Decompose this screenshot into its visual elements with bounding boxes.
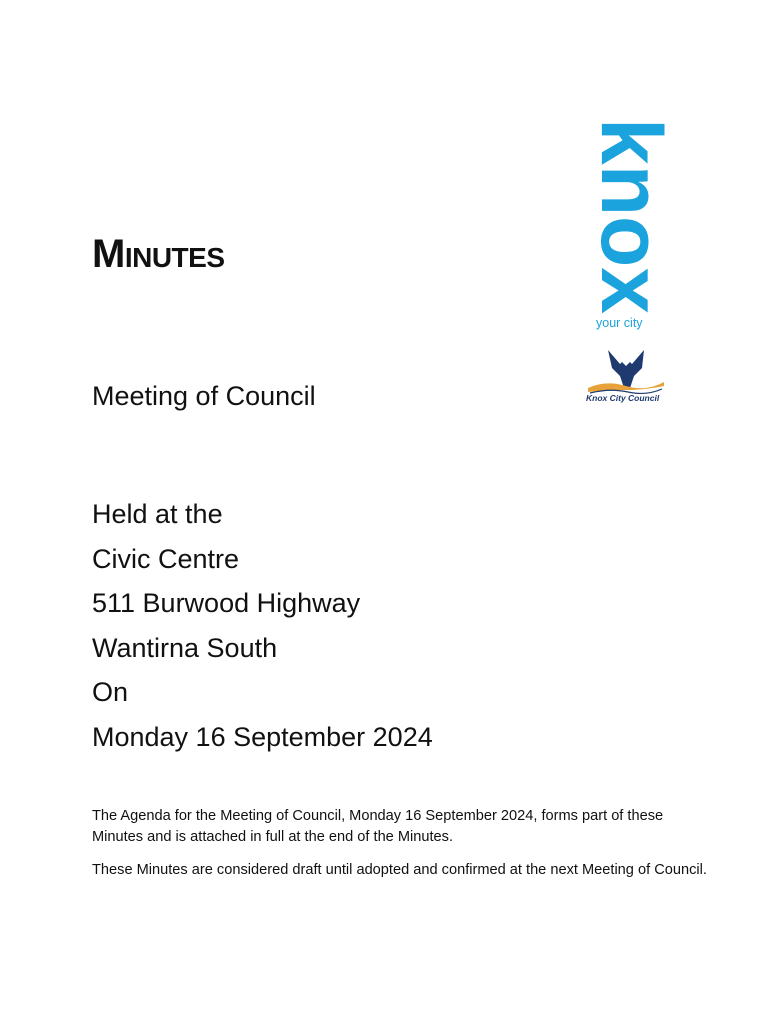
knox-wordmark-logo [583, 118, 679, 319]
agenda-note: The Agenda for the Meeting of Council, Monday 16 September 2024, forms part of these Minutes and is attached in full at the end of the Minutes. [92, 808, 664, 845]
council-name-label: Knox City Council [586, 393, 660, 403]
page-title: Minutes [92, 232, 225, 276]
venue-line: Civic Centre [92, 543, 240, 574]
knox-wordmark-text: knox [583, 118, 679, 319]
notes-section [92, 806, 712, 893]
venue-line: Held at the [92, 499, 223, 529]
venue-line: Wantirna South [92, 632, 278, 663]
logo-tagline: your city [596, 316, 643, 330]
meeting-type: Meeting of Council [92, 381, 316, 411]
venue-line: On [92, 677, 129, 708]
venue-details [92, 492, 433, 760]
draft-note: These Minutes are considered draft until adopted and confirmed at the next Meeting of Council. [92, 862, 707, 878]
venue-line: 511 Burwood Highway [92, 588, 361, 619]
venue-line: Monday 16 September 2024 [92, 721, 433, 752]
